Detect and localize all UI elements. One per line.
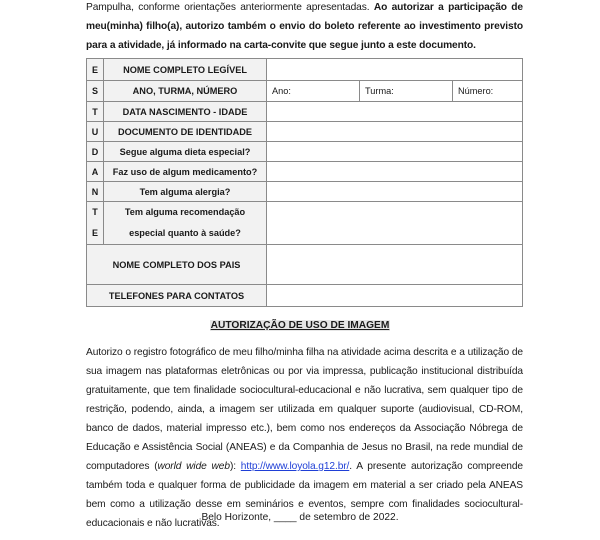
label-birth-date-age: DATA NASCIMENTO - IDADE [104, 102, 267, 122]
intro-paragraph [86, 0, 523, 55]
class-field[interactable]: Turma: [360, 81, 453, 101]
image-authorization-paragraph [86, 343, 523, 533]
side-letters-pair [87, 202, 104, 245]
full-name-field[interactable] [267, 59, 523, 81]
intro-normal-text: Pampulha, conforme orientações anteriormente apresentadas. [86, 2, 374, 13]
authorization-text: . A presente autorização compreende também toda e qualquer forma de publicidade da imagem em material a ser criado pela ANEAS bem como a utilização desse em seminários e eventos, sempre com finalidades sociocultural-educacionais e não lucrativas. [86, 461, 523, 529]
year-class-number-cell [267, 81, 523, 102]
identity-document-field[interactable] [267, 122, 523, 142]
year-field[interactable]: Ano: [267, 81, 360, 101]
parents-name-field[interactable] [267, 245, 523, 285]
label-contact-phones: TELEFONES PARA CONTATOS [87, 285, 267, 307]
loyola-website-link[interactable]: http://www.loyola.g12.br/ [240, 461, 350, 472]
table-row [87, 59, 523, 81]
table-row [87, 182, 523, 202]
side-letter: E [87, 59, 104, 81]
health-recommendation-field[interactable] [267, 202, 523, 245]
side-letter: N [87, 182, 104, 202]
label-medication: Faz uso de algum medicamento? [104, 162, 267, 182]
authorization-italic-text: world wide web [157, 461, 230, 472]
allergy-field[interactable] [267, 182, 523, 202]
side-letter: U [87, 122, 104, 142]
label-parents-name: NOME COMPLETO DOS PAIS [87, 245, 267, 285]
label-special-diet: Segue alguma dieta especial? [104, 142, 267, 162]
table-row [87, 102, 523, 122]
signature-date-line: Belo Horizonte, ____ de setembro de 2022. [201, 512, 399, 523]
image-authorization-heading [0, 320, 600, 331]
authorization-text: Autorizo o registro fotográfico de meu filho/minha filha na atividade acima descrita e a utilização de sua imagem nas plataformas eletrônicas ou por via impressa, publicação institucional distribuída gratuitamente, que tem finalidade sociocultural-educacional e não lucrativa, sem qualquer tipo de restrição, podendo, ainda, a imagem ser utilizada em qualquer suporte (audiovisual, CD-ROM, banco de dados, material impresso etc.), bem como nos endereços da Associação Nóbrega de Educação e Assistência Social (ANEAS) e da Companhia de Jesus no Brasil, na rede mundial de computadores ( [86, 347, 523, 472]
table-row [87, 162, 523, 182]
heading-text: AUTORIZAÇÃO DE USO DE IMAGEM [210, 320, 390, 331]
table-row [87, 285, 523, 307]
contact-phones-field[interactable] [267, 285, 523, 307]
birth-date-age-field[interactable] [267, 102, 523, 122]
table-row [87, 122, 523, 142]
student-form-table [86, 58, 523, 307]
special-diet-field[interactable] [267, 142, 523, 162]
side-letter: S [87, 81, 104, 102]
table-row [87, 245, 523, 285]
label-year-class-number: ANO, TURMA, NÚMERO [104, 81, 267, 102]
table-row [87, 202, 523, 245]
label-health-recommendation [104, 202, 267, 245]
table-row [87, 81, 523, 102]
label-full-name: NOME COMPLETO LEGÍVEL [104, 59, 267, 81]
side-letter: T [92, 207, 98, 217]
number-field[interactable]: Número: [458, 86, 494, 96]
label-identity-document: DOCUMENTO DE IDENTIDADE [104, 122, 267, 142]
authorization-text: ): [229, 461, 241, 472]
side-letter: E [91, 228, 98, 238]
label-line: especial quanto à saúde? [129, 228, 241, 238]
intro-bold-text: Ao autorizar a participação de meu(minha) filho(a), autorizo também o envio do boleto referente ao investimento previsto para a atividade, já informado na carta-convite que segue junto a este documento. [86, 2, 523, 51]
medication-field[interactable] [267, 162, 523, 182]
label-line: Tem alguma recomendação [124, 207, 246, 217]
label-allergy: Tem alguma alergia? [104, 182, 267, 202]
table-row [87, 142, 523, 162]
side-letter: T [87, 102, 104, 122]
side-letter: D [87, 142, 104, 162]
side-letter: A [87, 162, 104, 182]
